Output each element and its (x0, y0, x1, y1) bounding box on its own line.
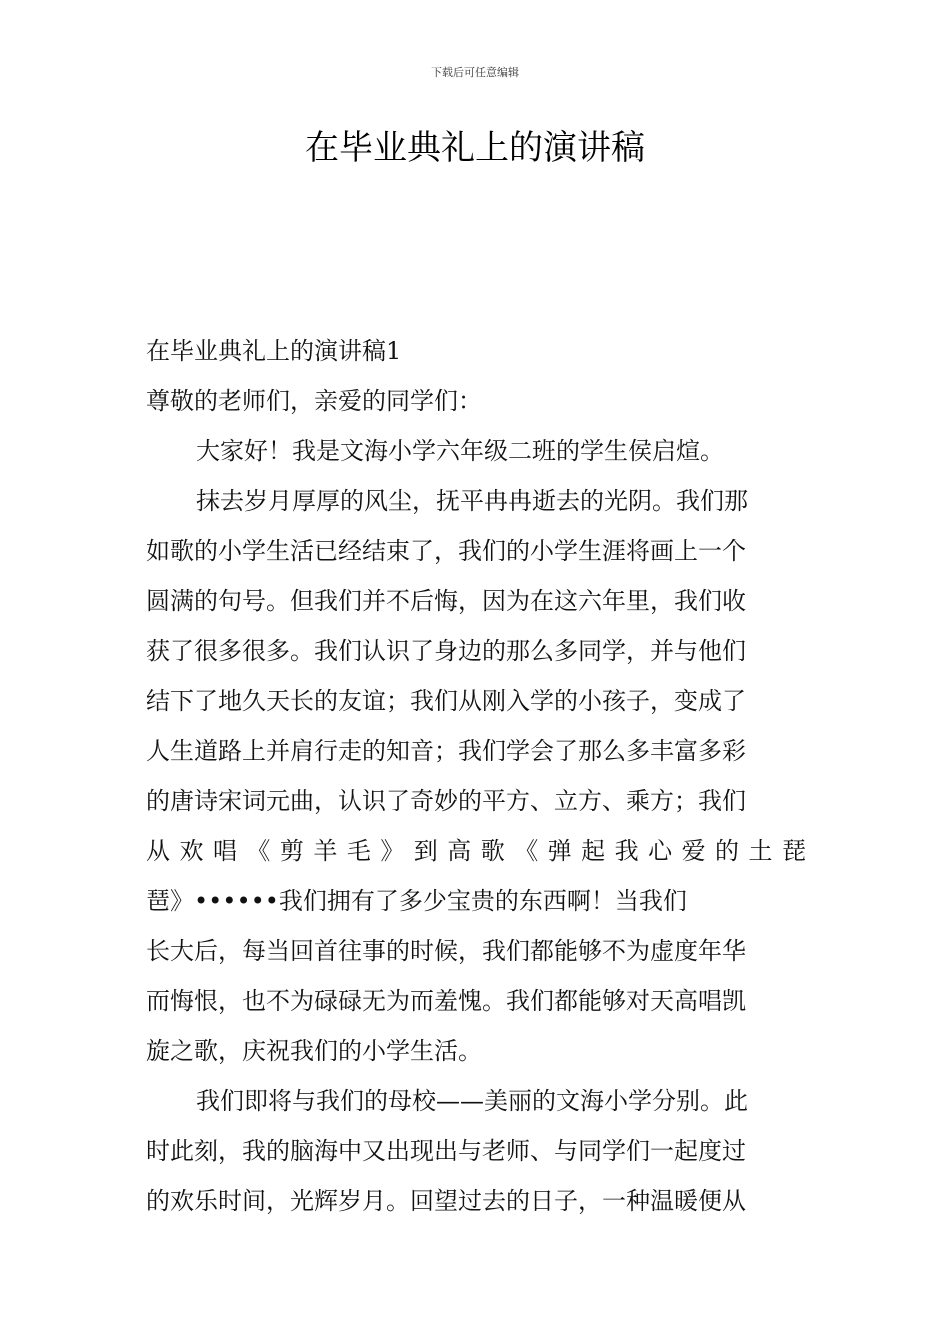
paragraph-line: 抹去岁月厚厚的风尘，抚平冉冉逝去的光阴。我们那 (196, 487, 748, 515)
paragraph-line: 我们即将与我们的母校——美丽的文海小学分别。此 (196, 1087, 748, 1115)
paragraph-line: 人生道路上并肩行走的知音；我们学会了那么多丰富多彩 (146, 737, 746, 765)
paragraph-line: 圆满的句号。但我们并不后悔，因为在这六年里，我们收 (146, 587, 746, 615)
document-title: 在毕业典礼上的演讲稿 (305, 128, 645, 168)
paragraph-line: 获了很多很多。我们认识了身边的那么多同学，并与他们 (146, 637, 746, 665)
paragraph-line: 如歌的小学生活已经结束了，我们的小学生涯将画上一个 (146, 537, 746, 565)
paragraph-line: 结下了地久天长的友谊；我们从刚入学的小孩子，变成了 (146, 687, 746, 715)
paragraph-line: 的欢乐时间，光辉岁月。回望过去的日子，一种温暖便从 (146, 1187, 746, 1215)
section-heading: 在毕业典礼上的演讲稿1 (146, 337, 402, 365)
paragraph-line: 而悔恨，也不为碌碌无为而羞愧。我们都能够对天高唱凯 (146, 987, 746, 1015)
document-body (146, 326, 806, 1226)
paragraph-line: 琶》••••••我们拥有了多少宝贵的东西啊！当我们 (146, 887, 687, 915)
header-note: 下载后可任意编辑 (431, 66, 519, 79)
paragraph-line: 旋之歌，庆祝我们的小学生活。 (146, 1037, 482, 1065)
paragraph-line: 大家好！我是文海小学六年级二班的学生侯启煊。 (196, 437, 724, 465)
paragraph-line: 的唐诗宋词元曲，认识了奇妙的平方、立方、乘方；我们 (146, 787, 746, 815)
salutation-line: 尊敬的老师们，亲爱的同学们： (146, 387, 482, 415)
paragraph-line: 长大后，每当回首往事的时候，我们都能够不为虚度年华 (146, 937, 746, 965)
paragraph-line: 时此刻，我的脑海中又出现出与老师、与同学们一起度过 (146, 1137, 746, 1165)
paragraph-line: 从 欢 唱 《 剪 羊 毛 》 到 高 歌 《 弹 起 我 心 爱 的 土 琵 (146, 837, 806, 865)
